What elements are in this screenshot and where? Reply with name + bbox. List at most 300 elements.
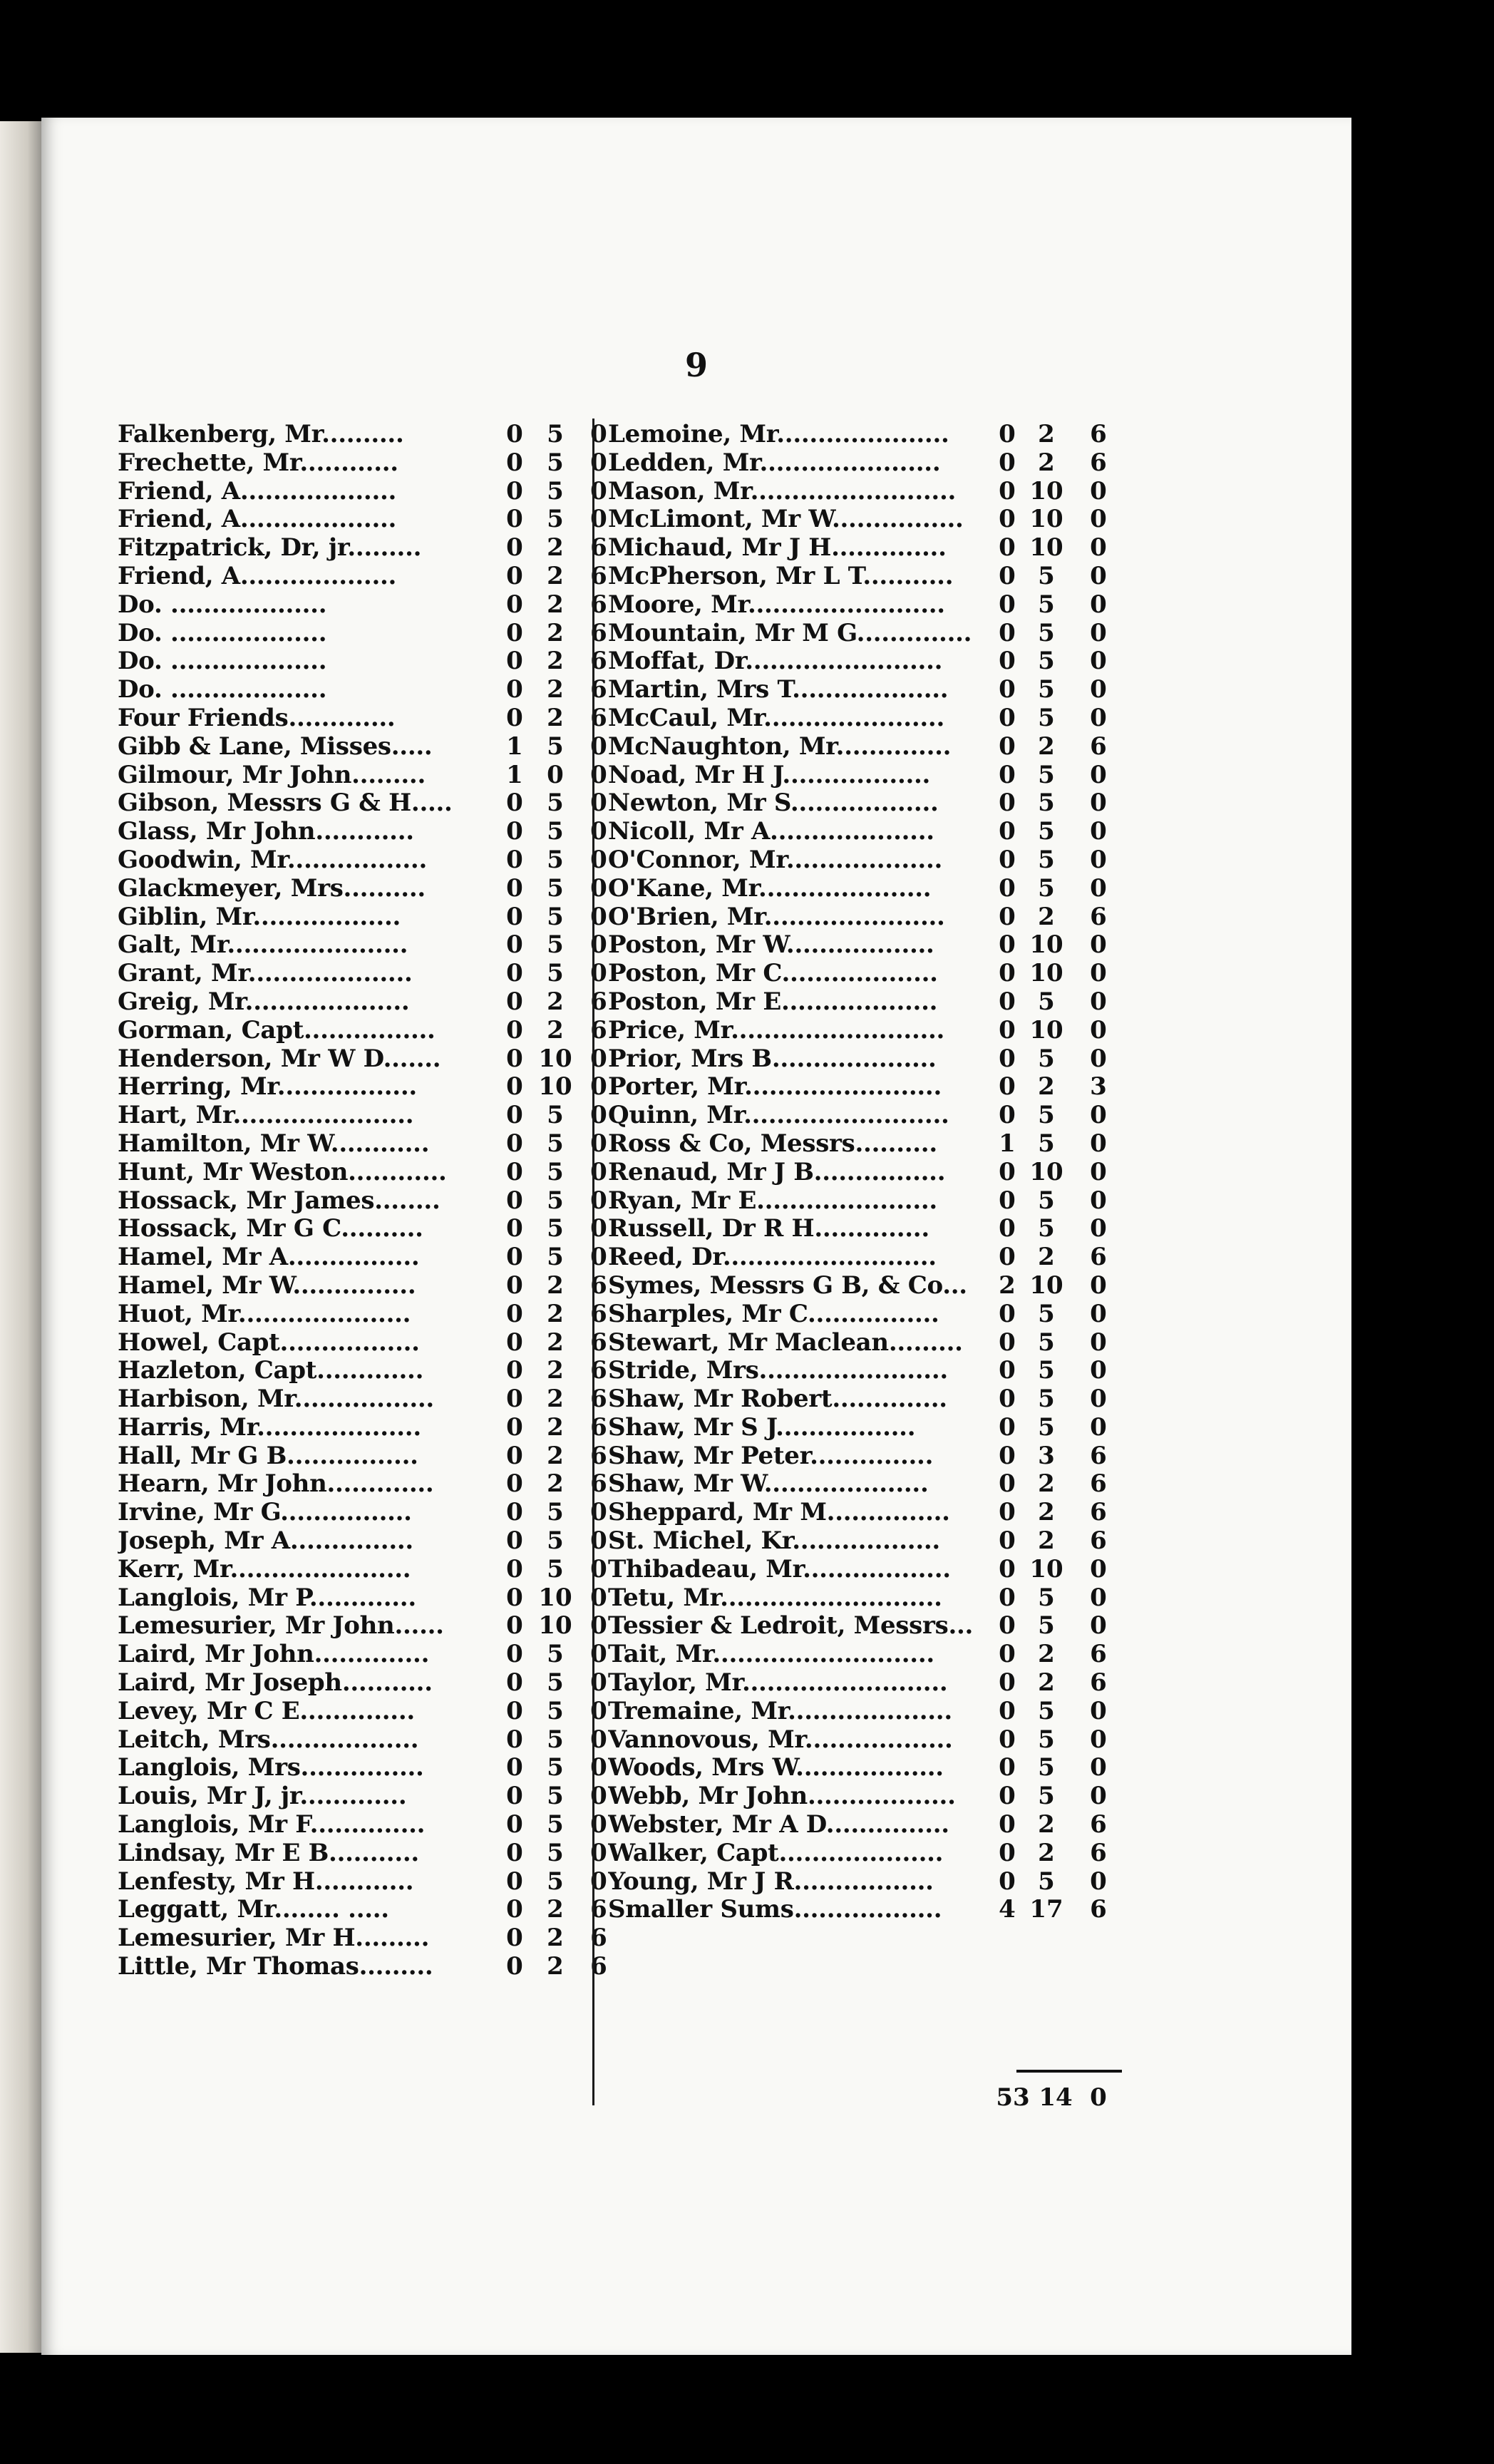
subscriber-name: Ryan, Mr E...................... <box>608 1186 937 1215</box>
list-item <box>118 1159 620 1187</box>
amount-pounds: 0 <box>999 1072 1016 1102</box>
amount-pence: 0 <box>1090 1299 1107 1328</box>
amount-shillings: 10 <box>538 1611 572 1641</box>
amount-shillings: 2 <box>547 987 564 1016</box>
amount-pence: 6 <box>590 590 607 619</box>
amount-pence: 0 <box>1090 959 1107 988</box>
subscriber-name: Sheppard, Mr M............... <box>608 1499 950 1527</box>
amount-pence: 6 <box>590 1356 607 1385</box>
amount-pence: 0 <box>1090 1101 1107 1130</box>
list-item <box>118 1641 620 1669</box>
amount-shillings: 5 <box>1038 1782 1055 1811</box>
amount-pounds: 0 <box>506 1696 523 1725</box>
list-item <box>118 478 620 506</box>
subscriber-name: Tessier & Ledroit, Messrs... <box>608 1612 974 1641</box>
subscriber-name: Moffat, Dr........................ <box>608 647 943 676</box>
amount-pounds: 0 <box>506 902 523 931</box>
subscriber-name: McCaul, Mr...................... <box>608 704 944 732</box>
subscriber-name: McNaughton, Mr.............. <box>608 732 952 761</box>
amount-pounds: 0 <box>506 1129 523 1158</box>
amount-pence: 0 <box>1090 1554 1107 1583</box>
amount-pounds: 0 <box>506 1725 523 1754</box>
amount-pounds: 0 <box>999 1838 1016 1867</box>
subscriber-name: St. Michel, Kr.................. <box>608 1527 940 1556</box>
list-item <box>118 1045 620 1074</box>
list-item <box>118 534 620 563</box>
amount-shillings: 5 <box>1038 1696 1055 1725</box>
amount-pounds: 0 <box>999 590 1016 619</box>
subscriber-name: Langlois, Mrs............... <box>118 1754 424 1782</box>
list-item <box>118 1130 620 1159</box>
list-item <box>118 1385 620 1414</box>
subscriber-name: Mason, Mr......................... <box>608 477 957 505</box>
amount-pounds: 0 <box>999 476 1016 505</box>
subscriber-name: Newton, Mr S.................. <box>608 789 939 818</box>
amount-pence: 0 <box>1090 987 1107 1016</box>
subscriber-name: Grant, Mr.................... <box>118 960 413 988</box>
amount-pounds: 0 <box>999 845 1016 874</box>
amount-pounds: 0 <box>999 732 1016 761</box>
amount-shillings: 5 <box>547 1157 564 1186</box>
amount-pence: 6 <box>1090 420 1107 448</box>
amount-pence: 0 <box>1090 1214 1107 1243</box>
amount-pounds: 0 <box>999 1498 1016 1527</box>
list-item <box>608 761 1121 790</box>
amount-pence: 6 <box>1090 1810 1107 1839</box>
subscriber-name: Hossack, Mr James........ <box>118 1186 441 1215</box>
list-item <box>608 733 1121 761</box>
amount-pence: 6 <box>590 1469 607 1499</box>
amount-pounds: 0 <box>506 1469 523 1499</box>
amount-shillings: 2 <box>547 1299 564 1328</box>
list-item <box>118 563 620 591</box>
amount-pence: 0 <box>1090 930 1107 960</box>
subscriber-name: Hall, Mr G B................ <box>118 1442 418 1470</box>
amount-pounds: 0 <box>506 1498 523 1527</box>
amount-shillings: 5 <box>1038 987 1055 1016</box>
amount-pounds: 0 <box>999 1299 1016 1328</box>
subscriber-name: Kerr, Mr...................... <box>118 1555 411 1583</box>
list-item <box>118 1414 620 1442</box>
amount-pence: 6 <box>590 703 607 732</box>
amount-pence: 0 <box>1090 618 1107 647</box>
subscriber-name: Greig, Mr.................... <box>118 987 410 1016</box>
amount-pounds: 0 <box>999 1328 1016 1357</box>
subscriber-name: Falkenberg, Mr.......... <box>118 421 404 448</box>
amount-pounds: 0 <box>999 902 1016 931</box>
subscriber-name: Poston, Mr W.................. <box>608 931 934 960</box>
subscriber-name: Do. ................... <box>118 647 327 676</box>
subscriber-list-left <box>118 421 620 1981</box>
list-item <box>118 1726 620 1755</box>
subscriber-name: Young, Mr J R................. <box>608 1867 934 1896</box>
amount-shillings: 5 <box>547 1838 564 1867</box>
amount-pence: 0 <box>590 1668 607 1698</box>
amount-pence: 0 <box>1090 533 1107 563</box>
subscriber-name: Stewart, Mr Maclean......... <box>608 1328 963 1357</box>
amount-pounds: 0 <box>999 1753 1016 1782</box>
amount-shillings: 2 <box>547 1412 564 1442</box>
amount-shillings: 10 <box>538 1044 572 1073</box>
subscriber-name: Renaud, Mr J B................ <box>608 1158 946 1186</box>
amount-pence: 6 <box>590 1299 607 1328</box>
subscriber-name: Glackmeyer, Mrs.......... <box>118 874 426 903</box>
subscriber-name: Walker, Capt.................... <box>608 1839 944 1867</box>
amount-pence: 0 <box>1090 1753 1107 1782</box>
subscriber-name: Laird, Mr John.............. <box>118 1641 430 1669</box>
subscriber-name: Symes, Messrs G B, & Co... <box>608 1271 967 1300</box>
amount-shillings: 5 <box>547 1186 564 1215</box>
list-item <box>608 1811 1121 1839</box>
amount-pence: 0 <box>1090 1611 1107 1641</box>
list-item <box>118 1868 620 1896</box>
amount-shillings: 2 <box>547 1015 564 1044</box>
list-item <box>118 1442 620 1471</box>
amount-shillings: 10 <box>1029 1015 1063 1044</box>
amount-pounds: 0 <box>506 930 523 960</box>
amount-shillings: 5 <box>547 817 564 846</box>
subscriber-name: Huot, Mr..................... <box>118 1300 411 1328</box>
amount-pence: 6 <box>590 1015 607 1044</box>
list-item <box>118 789 620 818</box>
amount-shillings: 5 <box>547 1640 564 1669</box>
amount-pence: 0 <box>1090 760 1107 789</box>
list-item <box>118 960 620 988</box>
amount-pounds: 0 <box>506 1157 523 1186</box>
amount-pence: 0 <box>590 1072 607 1102</box>
amount-pence: 0 <box>590 1214 607 1243</box>
amount-pence: 0 <box>1090 1270 1107 1300</box>
subscriber-name: Henderson, Mr W D....... <box>118 1044 441 1073</box>
amount-pounds: 0 <box>506 1270 523 1300</box>
amount-shillings: 10 <box>1029 1270 1063 1300</box>
amount-pence: 6 <box>1090 1441 1107 1470</box>
amount-shillings: 5 <box>1038 760 1055 789</box>
amount-shillings: 2 <box>547 647 564 676</box>
amount-pounds: 0 <box>999 448 1016 477</box>
amount-shillings: 5 <box>1038 1186 1055 1215</box>
amount-pounds: 0 <box>506 1810 523 1839</box>
amount-pounds: 0 <box>506 1356 523 1385</box>
amount-pounds: 0 <box>506 1214 523 1243</box>
list-item <box>608 1726 1121 1755</box>
amount-pence: 0 <box>1090 845 1107 874</box>
list-item <box>608 1584 1121 1613</box>
amount-pounds: 0 <box>506 1015 523 1044</box>
subscriber-name: Galt, Mr...................... <box>118 931 408 960</box>
list-item <box>118 1782 620 1811</box>
list-item <box>118 421 620 449</box>
amount-pounds: 0 <box>999 703 1016 732</box>
subscriber-name: Lemoine, Mr..................... <box>608 421 949 448</box>
amount-pence: 0 <box>590 845 607 874</box>
list-item <box>608 1499 1121 1527</box>
list-item <box>608 1159 1121 1187</box>
amount-pounds: 2 <box>999 1270 1016 1300</box>
list-item <box>608 449 1121 478</box>
amount-pence: 6 <box>590 1952 607 1981</box>
subscriber-name: Price, Mr.......................... <box>608 1016 945 1044</box>
amount-shillings: 2 <box>547 561 564 590</box>
amount-pounds: 0 <box>999 1810 1016 1839</box>
amount-pence: 6 <box>590 1441 607 1470</box>
amount-pounds: 0 <box>999 420 1016 448</box>
subscriber-name: Irvine, Mr G................ <box>118 1499 412 1527</box>
list-item <box>608 1442 1121 1471</box>
amount-pence: 6 <box>590 987 607 1016</box>
amount-shillings: 10 <box>1029 959 1063 988</box>
list-item <box>608 1187 1121 1216</box>
amount-pounds: 0 <box>999 930 1016 960</box>
amount-pounds: 1 <box>999 1129 1016 1158</box>
subscriber-name: Thibadeau, Mr.................. <box>608 1555 951 1583</box>
amount-shillings: 2 <box>1038 1810 1055 1839</box>
amount-shillings: 2 <box>547 675 564 704</box>
amount-pence: 0 <box>590 1186 607 1215</box>
amount-pence: 0 <box>1090 590 1107 619</box>
amount-shillings: 10 <box>538 1072 572 1102</box>
amount-pounds: 1 <box>506 732 523 761</box>
subscriber-name: Shaw, Mr Robert.............. <box>608 1385 947 1414</box>
amount-shillings: 2 <box>547 618 564 647</box>
list-item <box>608 647 1121 676</box>
subscriber-name: Hunt, Mr Weston............ <box>118 1158 447 1186</box>
amount-pounds: 0 <box>506 817 523 846</box>
subscriber-name: Poston, Mr E................... <box>608 987 938 1016</box>
amount-pounds: 0 <box>506 987 523 1016</box>
list-item <box>118 818 620 846</box>
amount-pence: 0 <box>590 1753 607 1782</box>
amount-shillings: 5 <box>547 845 564 874</box>
amount-shillings: 2 <box>547 1270 564 1300</box>
amount-pounds: 0 <box>999 1782 1016 1811</box>
list-item <box>118 1953 620 1981</box>
amount-pounds: 0 <box>999 533 1016 563</box>
amount-pence: 6 <box>590 533 607 563</box>
subscriber-name: Friend, A................... <box>118 562 397 590</box>
amount-pence: 0 <box>1090 1129 1107 1158</box>
subscriber-name: Frechette, Mr............ <box>118 448 398 477</box>
amount-pence: 0 <box>1090 561 1107 590</box>
amount-shillings: 5 <box>1038 618 1055 647</box>
amount-shillings: 5 <box>1038 1412 1055 1442</box>
amount-pence: 0 <box>590 959 607 988</box>
page-number: 9 <box>684 346 708 384</box>
amount-shillings: 17 <box>1029 1895 1063 1924</box>
list-item <box>608 1215 1121 1243</box>
amount-shillings: 2 <box>547 590 564 619</box>
amount-shillings: 5 <box>547 1867 564 1896</box>
subscriber-name: Harris, Mr.................... <box>118 1413 421 1442</box>
amount-pence: 0 <box>590 505 607 534</box>
subscriber-name: Lemesurier, Mr John...... <box>118 1612 444 1641</box>
list-item <box>608 591 1121 620</box>
amount-shillings: 5 <box>1038 1725 1055 1754</box>
total-pounds: 53 <box>996 2083 1030 2112</box>
amount-pounds: 0 <box>506 1611 523 1641</box>
amount-pounds: 0 <box>506 1952 523 1981</box>
amount-shillings: 10 <box>1029 505 1063 534</box>
amount-shillings: 2 <box>1038 1668 1055 1698</box>
amount-pounds: 0 <box>506 1101 523 1130</box>
amount-pounds: 0 <box>999 1243 1016 1272</box>
subscriber-name: Taylor, Mr......................... <box>608 1669 948 1698</box>
amount-pence: 0 <box>590 1101 607 1130</box>
amount-shillings: 2 <box>1038 1526 1055 1556</box>
amount-shillings: 5 <box>547 930 564 960</box>
amount-shillings: 10 <box>1029 1157 1063 1186</box>
subscriber-name: Michaud, Mr J H.............. <box>608 534 947 563</box>
subscriber-name: Porter, Mr........................ <box>608 1073 942 1102</box>
amount-pence: 6 <box>590 1328 607 1357</box>
list-item <box>608 1896 1121 1924</box>
amount-pence: 0 <box>590 1838 607 1867</box>
list-item <box>608 478 1121 506</box>
amount-pence: 0 <box>590 1696 607 1725</box>
list-item <box>608 1527 1121 1556</box>
list-item <box>608 1017 1121 1045</box>
list-item <box>118 1754 620 1782</box>
amount-pence: 6 <box>590 1924 607 1953</box>
amount-pounds: 0 <box>506 420 523 448</box>
amount-shillings: 5 <box>547 1696 564 1725</box>
list-item <box>118 591 620 620</box>
amount-shillings: 2 <box>547 1924 564 1953</box>
amount-pence: 0 <box>590 420 607 448</box>
amount-pence: 0 <box>1090 789 1107 818</box>
list-item <box>608 1470 1121 1499</box>
amount-pounds: 0 <box>999 873 1016 903</box>
subscriber-name: Hart, Mr...................... <box>118 1102 414 1130</box>
subscriber-name: Laird, Mr Joseph........... <box>118 1669 433 1698</box>
subscriber-name: O'Connor, Mr................... <box>608 846 943 874</box>
amount-pounds: 0 <box>506 845 523 874</box>
subscriber-name: Little, Mr Thomas......... <box>118 1953 433 1981</box>
amount-shillings: 2 <box>1038 1838 1055 1867</box>
amount-pence: 0 <box>1090 1696 1107 1725</box>
list-item <box>608 903 1121 932</box>
amount-shillings: 2 <box>547 1469 564 1499</box>
amount-shillings: 10 <box>1029 1554 1063 1583</box>
list-item <box>118 704 620 733</box>
list-item <box>608 818 1121 846</box>
amount-pence: 0 <box>590 448 607 477</box>
amount-pounds: 0 <box>506 959 523 988</box>
amount-pounds: 0 <box>506 1441 523 1470</box>
subscriber-name: Shaw, Mr W.................... <box>608 1470 929 1499</box>
list-item <box>118 1073 620 1102</box>
amount-pence: 0 <box>590 930 607 960</box>
amount-pence: 6 <box>1090 1243 1107 1272</box>
amount-pounds: 0 <box>506 533 523 563</box>
list-item <box>118 1584 620 1613</box>
list-item <box>608 1754 1121 1782</box>
list-item <box>118 1527 620 1556</box>
list-item <box>118 647 620 676</box>
amount-pounds: 0 <box>506 789 523 818</box>
list-item <box>608 1414 1121 1442</box>
list-item <box>608 421 1121 449</box>
amount-shillings: 5 <box>547 1129 564 1158</box>
list-item <box>118 1811 620 1839</box>
amount-pence: 0 <box>590 760 607 789</box>
amount-pounds: 0 <box>999 1640 1016 1669</box>
amount-pence: 0 <box>1090 1044 1107 1073</box>
subscriber-name: Vannovous, Mr.................. <box>608 1725 953 1754</box>
list-item <box>118 1924 620 1953</box>
subscriber-name: O'Kane, Mr..................... <box>608 874 932 903</box>
list-item <box>118 1499 620 1527</box>
amount-shillings: 2 <box>1038 1243 1055 1272</box>
amount-shillings: 5 <box>547 1526 564 1556</box>
amount-shillings: 5 <box>1038 561 1055 590</box>
amount-pounds: 0 <box>506 1895 523 1924</box>
amount-pence: 0 <box>1090 1583 1107 1612</box>
amount-shillings: 5 <box>1038 1299 1055 1328</box>
subscriber-name: Shaw, Mr Peter............... <box>608 1442 934 1470</box>
list-item <box>118 1272 620 1300</box>
amount-shillings: 2 <box>547 1356 564 1385</box>
amount-shillings: 5 <box>1038 1753 1055 1782</box>
amount-pounds: 0 <box>506 675 523 704</box>
list-item <box>608 1130 1121 1159</box>
list-item <box>608 1329 1121 1357</box>
amount-pence: 0 <box>1090 1356 1107 1385</box>
subscriber-name: O'Brien, Mr...................... <box>608 903 945 931</box>
list-item <box>118 1329 620 1357</box>
amount-shillings: 5 <box>547 1810 564 1839</box>
amount-shillings: 5 <box>1038 675 1055 704</box>
subscriber-name: Leitch, Mrs.................. <box>118 1725 419 1754</box>
amount-pounds: 0 <box>506 1385 523 1414</box>
amount-shillings: 10 <box>1029 533 1063 563</box>
list-item <box>118 505 620 534</box>
amount-pounds: 0 <box>506 1526 523 1556</box>
amount-pounds: 0 <box>999 1385 1016 1414</box>
amount-shillings: 5 <box>1038 703 1055 732</box>
amount-shillings: 5 <box>547 789 564 818</box>
amount-shillings: 5 <box>547 448 564 477</box>
subscriber-name: Gibson, Messrs G & H..... <box>118 789 453 818</box>
amount-pence: 6 <box>1090 902 1107 931</box>
subscriber-name: Tremaine, Mr.................... <box>608 1697 952 1725</box>
list-item <box>608 1641 1121 1669</box>
subscriber-name: Four Friends............. <box>118 704 396 732</box>
list-item <box>608 1556 1121 1584</box>
amount-shillings: 5 <box>547 959 564 988</box>
list-item <box>608 620 1121 648</box>
amount-pence: 6 <box>590 1412 607 1442</box>
amount-pounds: 0 <box>506 1412 523 1442</box>
subscriber-name: Levey, Mr C E.............. <box>118 1697 415 1725</box>
subscriber-name: Leggatt, Mr........ ..... <box>118 1896 389 1924</box>
total-shillings: 14 <box>1039 2083 1073 2112</box>
amount-shillings: 5 <box>1038 590 1055 619</box>
list-item <box>118 988 620 1017</box>
amount-shillings: 2 <box>1038 1469 1055 1499</box>
list-item <box>608 960 1121 988</box>
amount-shillings: 5 <box>547 1214 564 1243</box>
list-item <box>118 903 620 932</box>
amount-pence: 0 <box>590 1526 607 1556</box>
amount-shillings: 5 <box>547 1725 564 1754</box>
amount-pounds: 0 <box>506 505 523 534</box>
amount-pounds: 0 <box>506 703 523 732</box>
amount-shillings: 5 <box>1038 1328 1055 1357</box>
list-item <box>118 931 620 960</box>
subscriber-name: Friend, A................... <box>118 477 397 505</box>
list-item <box>118 1357 620 1385</box>
